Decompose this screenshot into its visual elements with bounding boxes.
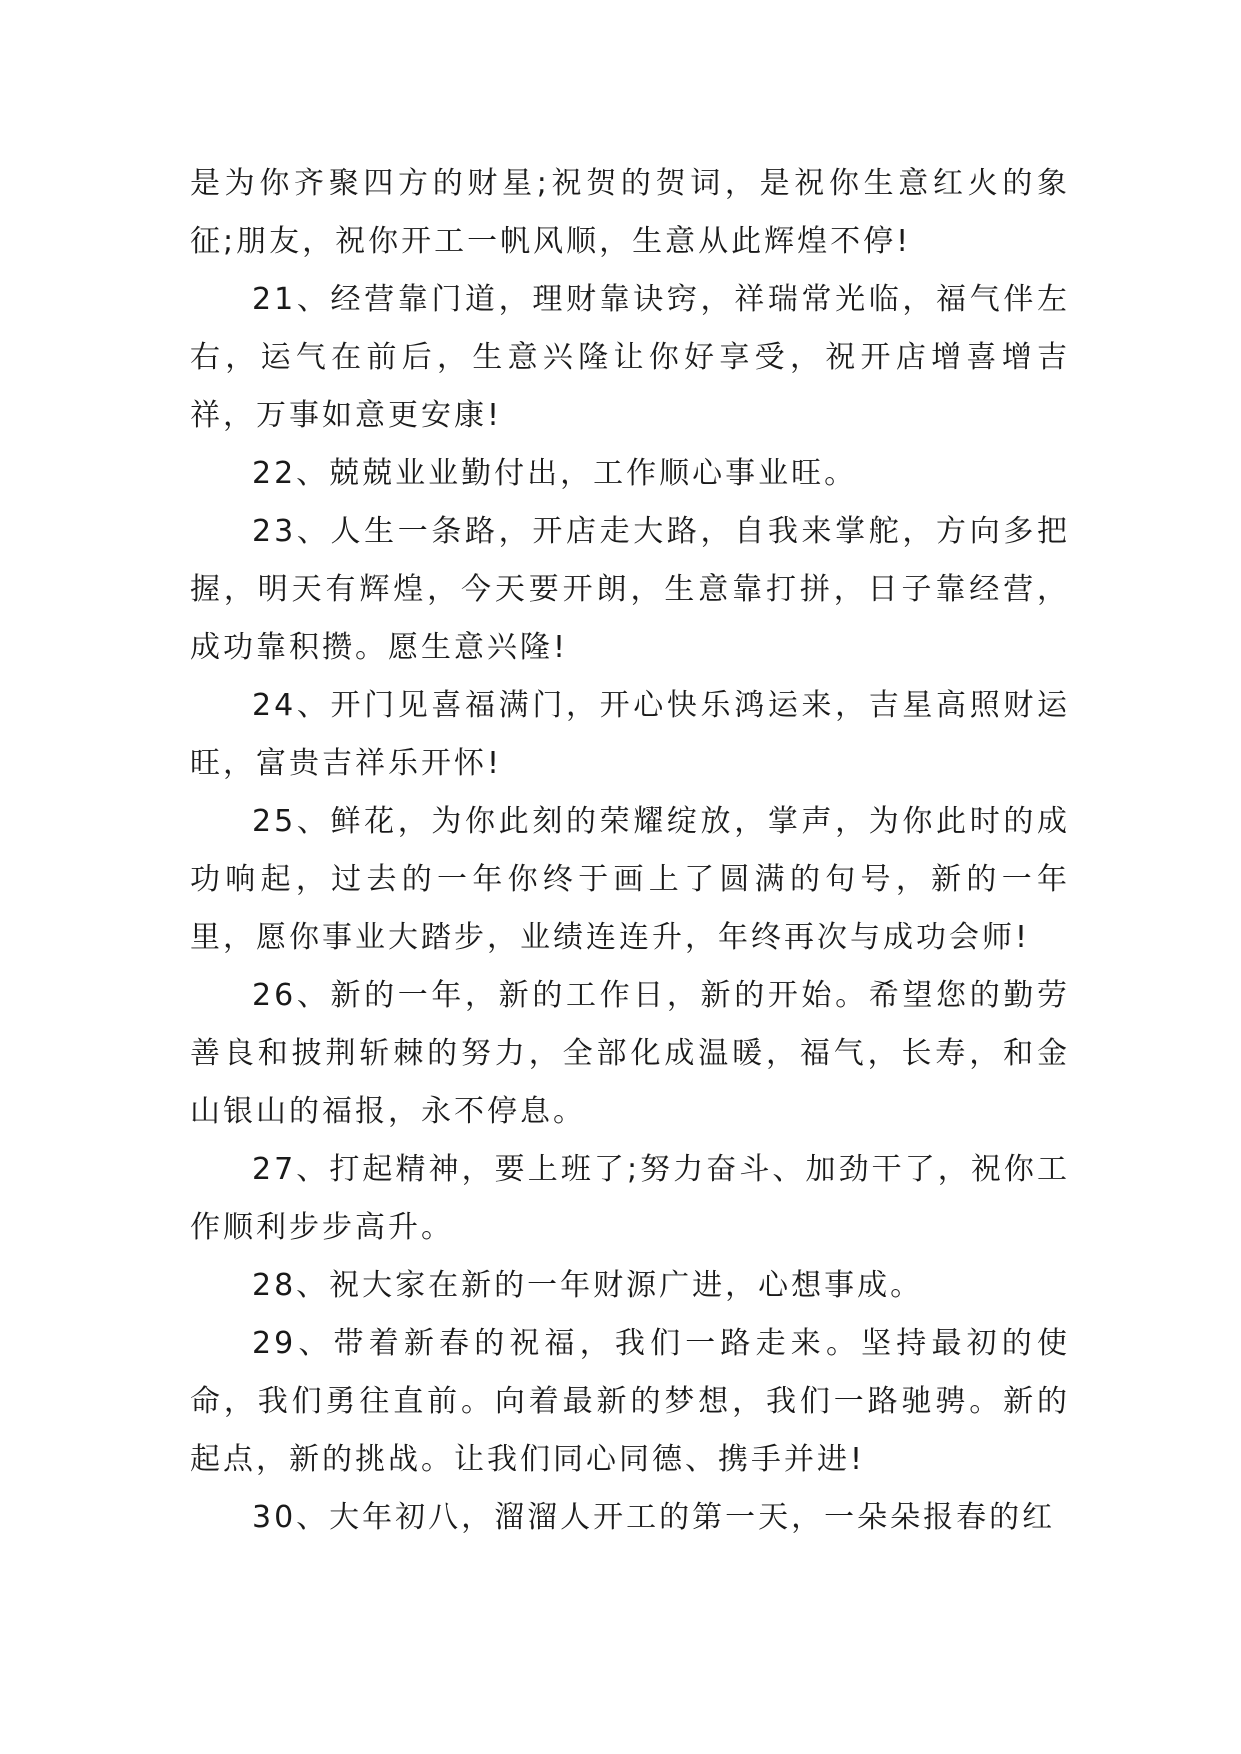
paragraph-22: 22、兢兢业业勤付出，工作顺心事业旺。 xyxy=(252,456,858,491)
paragraph-25: 25、鲜花，为你此刻的荣耀绽放，掌声，为你此时的成功响起，过去的一年你终于画上了圆满的句号，新的一年里，愿你事业大踏步，业绩连连升，年终再次与成功会师! xyxy=(190,804,1070,955)
paragraph-26: 26、新的一年，新的工作日，新的开始。希望您的勤劳善良和披荆斩棘的努力，全部化成温暖，福气，长寿，和金山银山的福报，永不停息。 xyxy=(190,978,1070,1129)
paragraph-28: 28、祝大家在新的一年财源广进，心想事成。 xyxy=(252,1268,924,1303)
paragraph-continued: 是为你齐聚四方的财星;祝贺的贺词，是祝你生意红火的象征;朋友，祝你开工一帆风顺，生意从此辉煌不停! xyxy=(190,166,1070,259)
paragraph-29: 29、带着新春的祝福，我们一路走来。坚持最初的使命，我们勇往直前。向着最新的梦想，我们一路驰骋。新的起点，新的挑战。让我们同心同德、携手并进! xyxy=(190,1326,1070,1477)
paragraph-23: 23、人生一条路，开店走大路，自我来掌舵，方向多把握，明天有辉煌，今天要开朗，生意靠打拼，日子靠经营，成功靠积攒。愿生意兴隆! xyxy=(190,514,1070,665)
document-body xyxy=(190,155,1070,1547)
paragraph-27: 27、打起精神，要上班了;努力奋斗、加劲干了，祝你工作顺利步步高升。 xyxy=(190,1152,1070,1245)
paragraph-24: 24、开门见喜福满门，开心快乐鸿运来，吉星高照财运旺，富贵吉祥乐开怀! xyxy=(190,688,1070,781)
paragraph-30: 30、大年初八，溜溜人开工的第一天，一朵朵报春的红 xyxy=(252,1500,1056,1535)
paragraph-21: 21、经营靠门道，理财靠诀窍，祥瑞常光临，福气伴左右，运气在前后，生意兴隆让你好享受，祝开店增喜增吉祥，万事如意更安康! xyxy=(190,282,1070,433)
